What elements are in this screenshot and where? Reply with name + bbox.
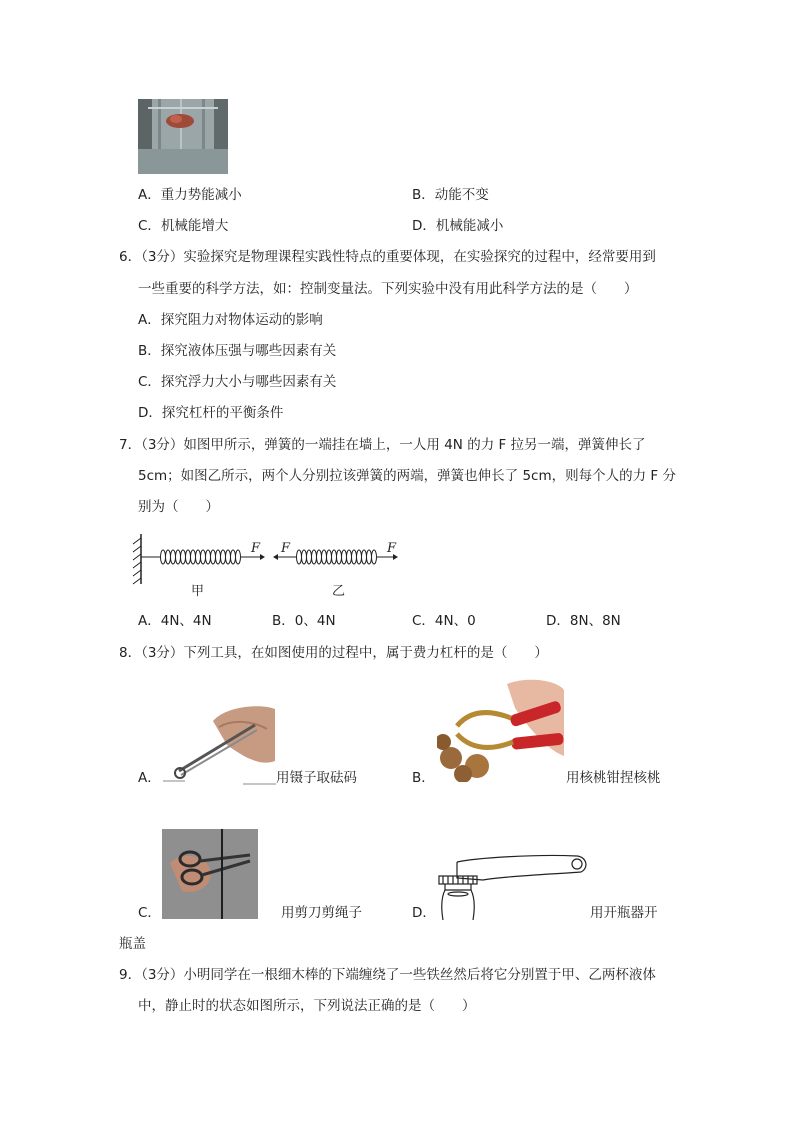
q7-option-d[interactable]: D．8N、8N xyxy=(546,613,621,629)
q7-force-label-a: F xyxy=(251,541,261,556)
q6-stem-line1: 6．（3分）实验探究是物理课程实践性特点的重要体现，在实验探究的过程中，经常要用到 xyxy=(119,249,656,265)
q8-option-a-text: 用镊子取砝码 xyxy=(276,770,357,786)
q6-option-b[interactable]: B．探究液体压强与哪些因素有关 xyxy=(138,343,337,359)
q5-option-c[interactable]: C．机械能增大 xyxy=(138,218,229,234)
q8-option-d[interactable]: D． xyxy=(412,905,436,921)
q5-option-a[interactable]: A．重力势能减小 xyxy=(138,187,242,203)
q8-stem: 8．（3分）下列工具，在如图使用的过程中，属于费力杠杆的是（ ） xyxy=(119,645,548,661)
q8-option-b[interactable]: B． xyxy=(412,770,435,786)
q7-stem-line1: 7．（3分）如图甲所示，弹簧的一端挂在墙上，一人用 4N 的力 F 拉另一端，弹簧伸长了 xyxy=(119,437,646,453)
q6-option-d[interactable]: D．探究杠杆的平衡条件 xyxy=(138,405,284,421)
q7-option-a[interactable]: A．4N、4N xyxy=(138,613,212,629)
q7-stem-line2: 5cm；如图乙所示，两个人分别拉该弹簧的两端，弹簧也伸长了 5cm，则每个人的力 F 分 xyxy=(138,468,676,484)
q7-force-label-b2: F xyxy=(387,541,397,556)
q8-option-b-text: 用核桃钳捏核桃 xyxy=(566,770,661,786)
q7-force-label-b1: F xyxy=(281,541,291,556)
q8-tweezers-photo xyxy=(163,703,276,785)
q8-option-d-text: 用开瓶器开 xyxy=(590,905,658,921)
q7-fig-label-yi: 乙 xyxy=(332,584,346,599)
q8-bottle-opener-drawing xyxy=(435,848,590,920)
q7-stem-line3: 别为（ ） xyxy=(138,499,219,515)
q8-nutcracker-photo xyxy=(437,676,564,782)
q8-option-d-text-wrap: 瓶盖 xyxy=(119,936,146,952)
q8-scissors-photo xyxy=(162,829,280,919)
q8-option-a[interactable]: A． xyxy=(138,770,161,786)
q6-stem-line2: 一些重要的科学方法，如：控制变量法。下列实验中没有用此科学方法的是（ ） xyxy=(138,281,638,297)
q7-option-c[interactable]: C．4N、0 xyxy=(412,613,476,629)
q7-option-b[interactable]: B．0、4N xyxy=(272,613,336,629)
q5-photo xyxy=(138,99,228,174)
q5-option-b[interactable]: B．动能不变 xyxy=(412,187,489,203)
q5-option-d[interactable]: D．机械能减小 xyxy=(412,218,504,234)
q7-fig-label-jia: 甲 xyxy=(191,584,205,599)
q9-stem-line2: 中，静止时的状态如图所示，下列说法正确的是（ ） xyxy=(138,998,476,1014)
q8-option-c[interactable]: C． xyxy=(138,905,161,921)
q8-option-c-text: 用剪刀剪绳子 xyxy=(281,905,362,921)
q9-stem-line1: 9．（3分）小明同学在一根细木棒的下端缠绕了一些铁丝然后将它分别置于甲、乙两杯液体 xyxy=(119,967,656,983)
q6-option-a[interactable]: A．探究阻力对物体运动的影响 xyxy=(138,312,323,328)
q6-option-c[interactable]: C．探究浮力大小与哪些因素有关 xyxy=(138,374,337,390)
q7-spring-figure xyxy=(128,532,408,602)
